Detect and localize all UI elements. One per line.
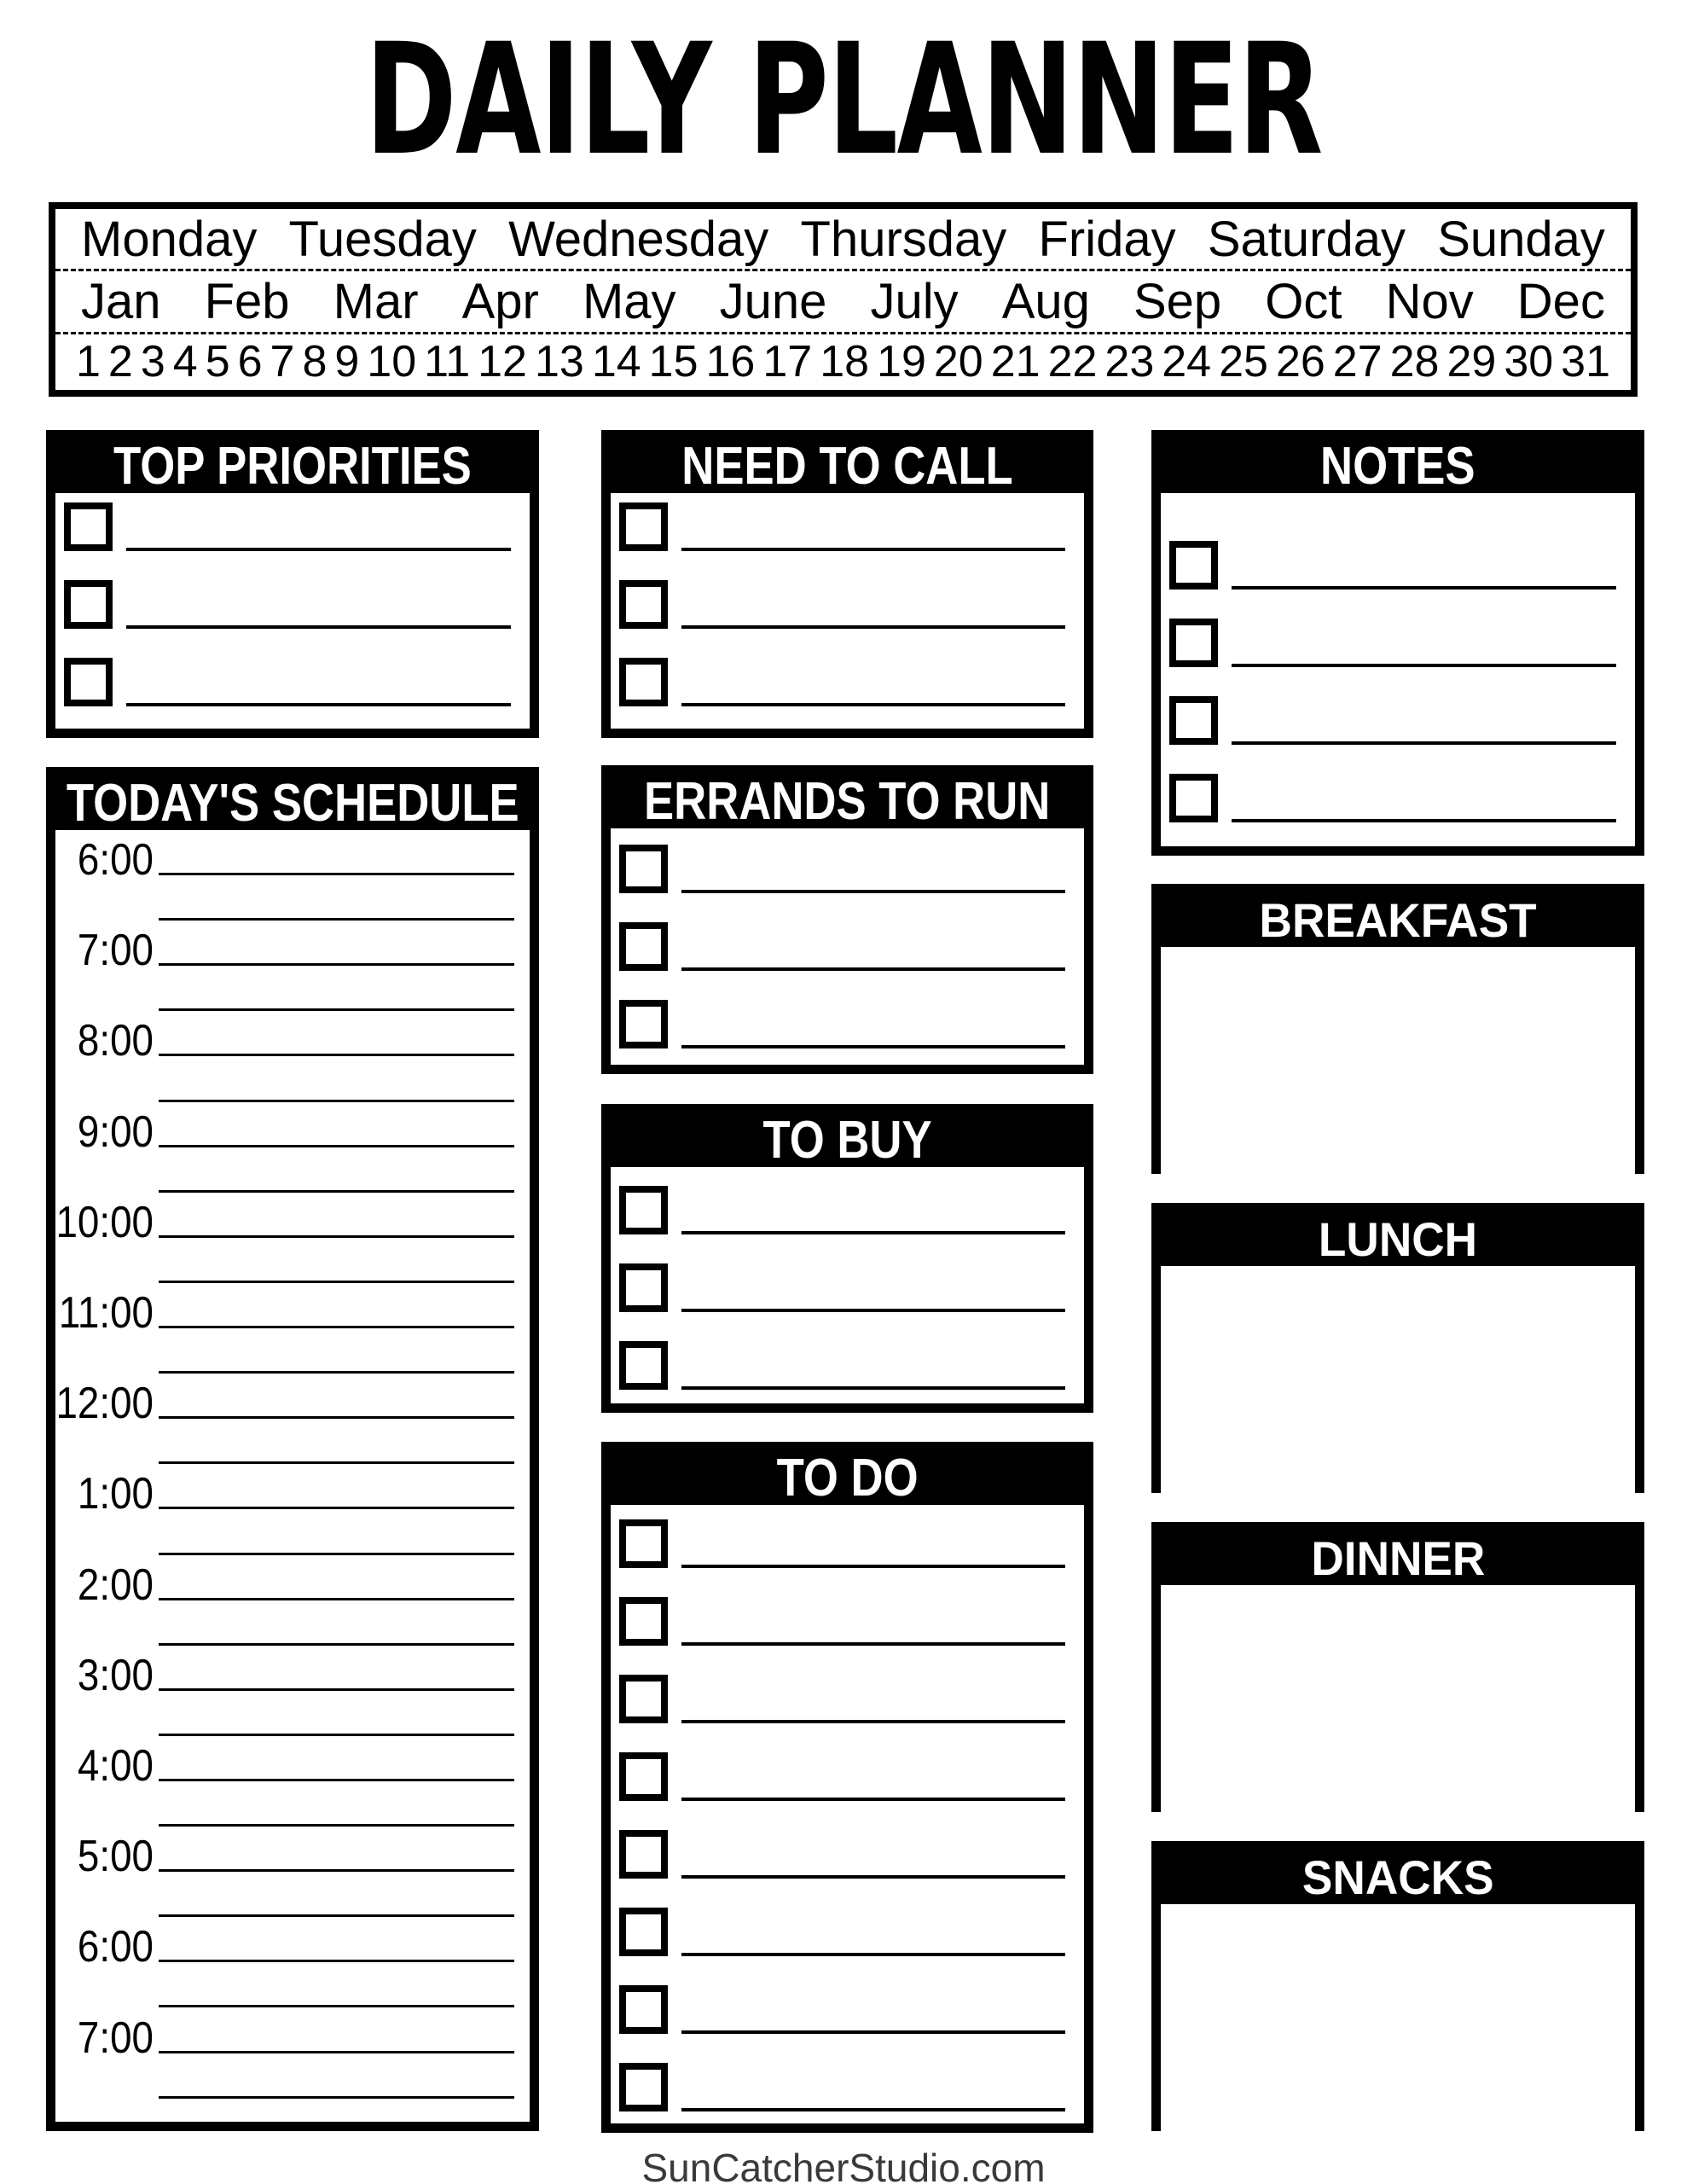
time-label: 7:00 <box>77 2013 154 2063</box>
section-need-to-call <box>601 430 1093 738</box>
checklist-row <box>611 493 1084 571</box>
lunch-write-area[interactable] <box>1161 1266 1635 1537</box>
calendar-item: 24 <box>1162 336 1212 386</box>
calendar-item: 25 <box>1219 336 1268 386</box>
schedule-hour-row <box>55 921 530 976</box>
write-line[interactable] <box>681 1309 1065 1312</box>
checklist-row <box>611 648 1084 726</box>
calendar-item: 17 <box>762 336 813 386</box>
calendar-item: 22 <box>1047 336 1098 386</box>
section-breakfast <box>1151 884 1644 1174</box>
calendar-item: Sunday <box>1437 211 1605 267</box>
section-header <box>611 772 1084 831</box>
section-header-label: TO BUY <box>762 1111 932 1170</box>
calendar-item: Wednesday <box>508 211 769 267</box>
calendar-item: Dec <box>1516 274 1605 329</box>
calendar-item: 21 <box>990 336 1041 386</box>
checklist-body <box>611 1167 1084 1409</box>
calendar-item: 30 <box>1504 336 1554 386</box>
calendar-item: 16 <box>705 336 756 386</box>
checkbox[interactable] <box>619 502 668 551</box>
checklist-row <box>611 1588 1084 1665</box>
schedule-hour-row <box>55 1193 530 1247</box>
checklist-row <box>611 990 1084 1068</box>
section-top-priorities <box>46 430 539 738</box>
schedule-body <box>55 830 530 2099</box>
schedule-half-hour-row <box>55 1691 530 1736</box>
checklist-row <box>1161 531 1635 609</box>
schedule-half-hour-row <box>55 966 530 1011</box>
calendar-item: Feb <box>204 274 290 329</box>
calendar-item: July <box>870 274 959 329</box>
write-line[interactable] <box>681 2108 1065 2111</box>
calendar-item: 31 <box>1561 336 1610 386</box>
checkbox[interactable] <box>1169 619 1218 667</box>
checkbox[interactable] <box>619 1985 668 2034</box>
checklist-row <box>1161 764 1635 842</box>
calendar-item: Saturday <box>1207 211 1406 267</box>
section-header <box>611 1111 1084 1170</box>
time-label: 11:00 <box>58 1288 154 1339</box>
section-header-label: SNACKS <box>1301 1850 1494 1904</box>
calendar-item: 3 <box>140 336 165 386</box>
schedule-hour-row <box>55 1283 530 1339</box>
schedule-hour-row <box>55 1374 530 1429</box>
section-header <box>1161 893 1635 947</box>
schedule-half-hour-row <box>55 1962 530 2007</box>
section-dinner <box>1151 1522 1644 1812</box>
section-header <box>1161 437 1635 496</box>
calendar-item: 11 <box>424 336 471 386</box>
schedule-half-hour-row <box>55 1147 530 1193</box>
write-line[interactable] <box>1232 741 1616 745</box>
write-line[interactable] <box>681 1798 1065 1801</box>
checkbox[interactable] <box>1169 774 1218 822</box>
calendar-item: 23 <box>1104 336 1155 386</box>
calendar-item: 4 <box>172 336 198 386</box>
schedule-hour-row <box>55 1646 530 1700</box>
checkbox[interactable] <box>619 1830 668 1879</box>
schedule-hour-row <box>55 1736 530 1791</box>
calendar-item: 26 <box>1275 336 1325 386</box>
checklist-body <box>611 1505 1084 2131</box>
snacks-write-area[interactable] <box>1161 1904 1635 2175</box>
write-line[interactable] <box>681 1045 1065 1048</box>
checklist-row <box>611 913 1084 990</box>
calendar-item: 6 <box>237 336 263 386</box>
section-todays-schedule <box>46 767 539 2131</box>
schedule-half-hour-row <box>55 2053 530 2099</box>
section-header-label: NOTES <box>1320 437 1475 496</box>
section-header <box>1161 1531 1635 1585</box>
calendar-item: 5 <box>205 336 230 386</box>
section-header <box>611 437 1084 496</box>
section-header <box>1161 1212 1635 1266</box>
section-header <box>55 774 530 833</box>
calendar-item: Monday <box>81 211 258 267</box>
calendar-days-row <box>55 209 1631 269</box>
write-line[interactable] <box>681 625 1065 629</box>
write-line[interactable] <box>126 625 511 629</box>
calendar-item: 15 <box>648 336 699 386</box>
section-header-label: TOP PRIORITIES <box>113 437 472 496</box>
time-label: 6:00 <box>77 1922 154 1972</box>
calendar-item: 14 <box>591 336 641 386</box>
write-line[interactable] <box>681 1953 1065 1956</box>
checklist-row <box>611 1821 1084 1898</box>
write-line[interactable] <box>681 1642 1065 1646</box>
checkbox[interactable] <box>619 2063 668 2111</box>
checkbox[interactable] <box>619 1597 668 1646</box>
checklist-row <box>611 571 1084 648</box>
checkbox[interactable] <box>64 580 113 629</box>
write-line[interactable] <box>681 703 1065 706</box>
calendar-dates-row <box>55 332 1631 388</box>
checklist-row <box>611 1254 1084 1332</box>
checklist-row <box>611 2053 1084 2131</box>
calendar-item: Thursday <box>800 211 1007 267</box>
calendar-months-row <box>55 269 1631 332</box>
checkbox[interactable] <box>619 1752 668 1801</box>
calendar-item: 28 <box>1389 336 1440 386</box>
checklist-row <box>611 1743 1084 1821</box>
schedule-half-hour-row <box>55 1600 530 1646</box>
calendar-item: Aug <box>1001 274 1090 329</box>
schedule-hour-row <box>55 2007 530 2063</box>
section-header-label: NEED TO CALL <box>681 437 1013 496</box>
checkbox[interactable] <box>619 658 668 706</box>
checklist-row <box>55 571 530 648</box>
checklist-row <box>611 1176 1084 1254</box>
section-snacks <box>1151 1841 1644 2131</box>
schedule-half-hour-row <box>55 875 530 921</box>
schedule-half-hour-row <box>55 1781 530 1827</box>
calendar-item: 18 <box>820 336 870 386</box>
calendar-item: Mar <box>333 274 419 329</box>
checkbox[interactable] <box>619 1519 668 1568</box>
time-label: 6:00 <box>77 835 154 886</box>
section-notes <box>1151 430 1644 856</box>
schedule-hour-row <box>55 1555 530 1610</box>
schedule-half-hour-row <box>55 1509 530 1554</box>
checklist-row <box>611 1332 1084 1409</box>
schedule-half-hour-row <box>55 1872 530 1917</box>
time-label: 10:00 <box>55 1197 154 1247</box>
checklist-row <box>611 1510 1084 1588</box>
footer-credit: SunCatcherStudio.com <box>641 2146 1046 2184</box>
schedule-hour-row <box>55 830 530 886</box>
section-header <box>1161 1850 1635 1904</box>
calendar-item: Apr <box>461 274 539 329</box>
calendar-item: 1 <box>76 336 101 386</box>
checklist-body <box>611 493 1084 726</box>
time-label: 9:00 <box>77 1107 154 1157</box>
checklist-body <box>1161 493 1635 842</box>
time-label: 4:00 <box>77 1740 154 1791</box>
calendar-item: 9 <box>334 336 360 386</box>
write-line[interactable] <box>681 890 1065 893</box>
checkbox[interactable] <box>64 502 113 551</box>
write-line[interactable] <box>681 967 1065 971</box>
time-label: 2:00 <box>77 1560 154 1610</box>
calendar-item: 29 <box>1446 336 1497 386</box>
checklist-row <box>1161 687 1635 764</box>
write-line[interactable] <box>159 2096 514 2099</box>
checklist-row <box>611 1898 1084 1976</box>
checklist-body <box>611 828 1084 1068</box>
checkbox[interactable] <box>619 1263 668 1312</box>
section-header-label: TO DO <box>776 1449 919 1507</box>
checklist-body <box>55 493 530 726</box>
checklist-row <box>55 493 530 571</box>
write-line[interactable] <box>681 1386 1065 1390</box>
calendar-item: 7 <box>270 336 295 386</box>
schedule-hour-row <box>55 1827 530 1882</box>
section-to-buy <box>601 1104 1093 1413</box>
calendar-item: May <box>582 274 676 329</box>
breakfast-write-area[interactable] <box>1161 947 1635 1218</box>
calendar-item: 13 <box>534 336 584 386</box>
calendar-item: 12 <box>478 336 527 386</box>
checkbox[interactable] <box>619 580 668 629</box>
calendar-item: 2 <box>107 336 133 386</box>
section-header <box>611 1451 1084 1505</box>
calendar-item: Tuesday <box>288 211 477 267</box>
checkbox[interactable] <box>1169 696 1218 745</box>
calendar-item: 8 <box>302 336 328 386</box>
write-line[interactable] <box>681 1565 1065 1568</box>
calendar-item: Friday <box>1038 211 1176 267</box>
write-line[interactable] <box>126 548 511 551</box>
section-lunch <box>1151 1203 1644 1493</box>
write-line[interactable] <box>1232 586 1616 590</box>
write-line[interactable] <box>681 1720 1065 1723</box>
calendar-item: Nov <box>1385 274 1474 329</box>
calendar-item: 27 <box>1332 336 1383 386</box>
schedule-half-hour-row <box>55 1238 530 1283</box>
section-header <box>55 437 530 496</box>
write-line[interactable] <box>1232 819 1616 822</box>
time-label: 12:00 <box>55 1379 154 1429</box>
time-label: 7:00 <box>77 926 154 976</box>
section-header-label: ERRANDS TO RUN <box>644 772 1051 831</box>
calendar-item: June <box>719 274 827 329</box>
schedule-half-hour-row <box>55 1056 530 1101</box>
calendar-item: 20 <box>933 336 983 386</box>
checkbox[interactable] <box>1169 541 1218 590</box>
checkbox[interactable] <box>619 1908 668 1956</box>
section-to-do <box>601 1442 1093 2133</box>
section-errands-to-run <box>601 765 1093 1074</box>
write-line[interactable] <box>681 1875 1065 1879</box>
time-label: 3:00 <box>77 1650 154 1700</box>
checklist-row <box>611 1665 1084 1743</box>
time-label: 1:00 <box>77 1469 154 1519</box>
checkbox[interactable] <box>619 922 668 971</box>
write-line[interactable] <box>1232 664 1616 667</box>
checkbox[interactable] <box>619 1341 668 1390</box>
section-header-label: DINNER <box>1311 1531 1485 1585</box>
write-line[interactable] <box>681 548 1065 551</box>
time-label: 5:00 <box>77 1832 154 1882</box>
schedule-half-hour-row <box>55 1419 530 1464</box>
schedule-hour-row <box>55 1917 530 1972</box>
section-header-label: TODAY'S SCHEDULE <box>66 774 519 833</box>
schedule-hour-row <box>55 1464 530 1519</box>
schedule-hour-row <box>55 1011 530 1066</box>
write-line[interactable] <box>681 2030 1065 2034</box>
calendar-item: Jan <box>81 274 161 329</box>
calendar-item: 19 <box>877 336 926 386</box>
calendar-item: 10 <box>367 336 417 386</box>
calendar-item: Sep <box>1133 274 1222 329</box>
write-line[interactable] <box>126 703 511 706</box>
schedule-hour-row <box>55 1102 530 1157</box>
dinner-write-area[interactable] <box>1161 1585 1635 1856</box>
checkbox[interactable] <box>64 658 113 706</box>
checkbox[interactable] <box>619 1186 668 1234</box>
calendar-item: Oct <box>1265 274 1342 329</box>
checkbox[interactable] <box>619 1675 668 1723</box>
checkbox[interactable] <box>619 1000 668 1048</box>
schedule-half-hour-row <box>55 1328 530 1374</box>
calendar-strip <box>49 202 1638 397</box>
checklist-row <box>1161 609 1635 687</box>
checkbox[interactable] <box>619 845 668 893</box>
write-line[interactable] <box>681 1231 1065 1234</box>
checklist-row <box>611 835 1084 913</box>
time-label: 8:00 <box>77 1016 154 1066</box>
section-header-label: LUNCH <box>1318 1212 1478 1266</box>
page-title: DAILY PLANNER <box>365 11 1322 189</box>
checklist-row <box>55 648 530 726</box>
checklist-row <box>611 1976 1084 2053</box>
section-header-label: BREAKFAST <box>1259 893 1537 947</box>
